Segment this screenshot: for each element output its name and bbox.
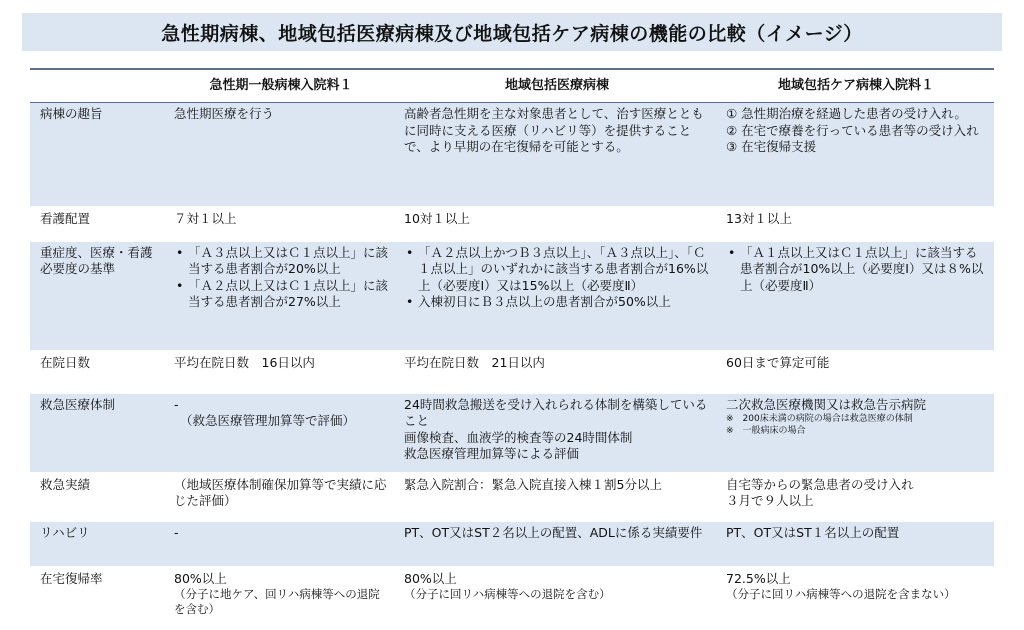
cell-regional-medical: 緊急入院割合：緊急入院直接入棟１割5分以上	[396, 473, 718, 521]
cell-acute: 急性期医療を行う	[166, 103, 396, 207]
list-item: 自宅等からの緊急患者の受け入れ	[726, 476, 914, 492]
list-item: 画像検査、血液学的検査等の24時間体制	[404, 429, 633, 445]
cell-acute: -	[166, 521, 396, 567]
list-item: • 入棟初日にＢ３点以上の患者割合が50%以上	[404, 294, 710, 311]
cell-regional-care	[718, 241, 994, 351]
cell-regional-medical: 高齢者急性期を主な対象患者として、治す医療とともに同時に支える医療（リハビリ等）を提供することで、より早期の在宅復帰を可能とする。	[396, 103, 718, 207]
cell-regional-care: 60日まで算定可能	[718, 351, 994, 393]
row-label: 在宅復帰率	[30, 567, 166, 627]
row-label: リハビリ	[30, 521, 166, 567]
row-label: 看護配置	[30, 207, 166, 241]
page-title: 急性期病棟、地域包括医療病棟及び地域包括ケア病棟の機能の比較（イメージ）	[161, 22, 863, 45]
cell-regional-medical	[396, 241, 718, 351]
cell-regional-medical	[396, 567, 718, 627]
footnote: ※ 200床未満の病院の場合は救急医療の体制	[726, 414, 913, 425]
cell-regional-care	[718, 393, 994, 473]
list-item: • 「Ａ１点以上又はＣ１点以上」に該当する患者割合が10%以上（必要度Ⅰ）又は８%以上（必要度Ⅱ）	[726, 245, 986, 295]
list-item: ３月で９人以上	[726, 493, 814, 509]
list-item: • 「Ａ２点以上かつＢ３点以上」、「Ａ３点以上」、「Ｃ１点以上」のいずれかに該当する患者割合が16%以上（必要度Ⅰ）又は15%以上（必要度Ⅱ）	[404, 245, 710, 295]
rate-note: （分子に地ケア、回リハ病棟等への退院を含む）	[174, 587, 380, 617]
header-acute: 急性期一般病棟入院料１	[166, 69, 396, 103]
table-row-severity	[30, 241, 994, 351]
cell-regional-medical	[396, 393, 718, 473]
table-row-nursing	[30, 207, 994, 241]
comparison-table	[30, 68, 994, 628]
list-item: （救急医療管理加算等で評価）	[180, 413, 356, 429]
cell-acute: （地域医療体制確保加算等で実績に応じた評価）	[166, 473, 396, 521]
rate-value: 72.5%以上	[726, 570, 791, 586]
list-item: -	[174, 396, 179, 412]
row-label: 救急実績	[30, 473, 166, 521]
cell-acute: 平均在院日数 16日以内	[166, 351, 396, 393]
list-item: ① 急性期治療を経過した患者の受け入れ。	[726, 106, 967, 121]
header-regional-medical: 地域包括医療病棟	[396, 69, 718, 103]
cell-regional-medical: 10対１以上	[396, 207, 718, 241]
table-row-emergency-system	[30, 393, 994, 473]
list-item: ② 在宅で療養を行っている患者等の受け入れ	[726, 122, 979, 138]
rate-note: （分子に回リハ病棟等への退院を含む）	[404, 587, 611, 602]
rate-value: 80%以上	[174, 570, 227, 586]
row-label: 重症度、医療・看護必要度の基準	[30, 241, 166, 351]
cell-acute	[166, 393, 396, 473]
header-row	[30, 69, 994, 103]
footnote: ※ 一般病床の場合	[726, 426, 806, 437]
table-row-home-return	[30, 567, 994, 627]
cell-acute	[166, 567, 396, 627]
cell-regional-medical: 平均在院日数 21日以内	[396, 351, 718, 393]
cell-regional-care: 13対１以上	[718, 207, 994, 241]
table-row-stay	[30, 351, 994, 393]
table-row-purpose	[30, 103, 994, 207]
list-item: 救急医療管理加算等による評価	[404, 446, 580, 462]
row-label: 在院日数	[30, 351, 166, 393]
cell-regional-care	[718, 473, 994, 521]
header-regional-care: 地域包括ケア病棟入院料１	[718, 69, 994, 103]
list-item: • 「Ａ３点以上又はＣ１点以上」に該当する患者割合が20%以上	[174, 245, 388, 278]
row-label: 病棟の趣旨	[30, 103, 166, 207]
cell-regional-medical: PT、OT又はST２名以上の配置、ADLに係る実績要件	[396, 521, 718, 567]
table-row-rehab	[30, 521, 994, 567]
list-item: 24時間救急搬送を受け入れられる体制を構築していること	[404, 396, 708, 429]
title-bar	[22, 13, 1002, 51]
table-row-emergency-record	[30, 473, 994, 521]
cell-regional-care	[718, 567, 994, 627]
rate-note: （分子に回リハ病棟等への退院を含まない）	[726, 587, 956, 602]
rate-value: 80%以上	[404, 570, 457, 586]
row-label: 救急医療体制	[30, 393, 166, 473]
cell-acute: ７対１以上	[166, 207, 396, 241]
cell-acute	[166, 241, 396, 351]
header-blank	[30, 69, 166, 103]
cell-regional-care: PT、OT又はST１名以上の配置	[718, 521, 994, 567]
list-item: ③ 在宅復帰支援	[726, 139, 817, 155]
list-item: • 「Ａ２点以上又はＣ１点以上」に該当する患者割合が27%以上	[174, 278, 388, 311]
cell-regional-care	[718, 103, 994, 207]
list-item: 二次救急医療機関又は救急告示病院	[726, 396, 927, 412]
